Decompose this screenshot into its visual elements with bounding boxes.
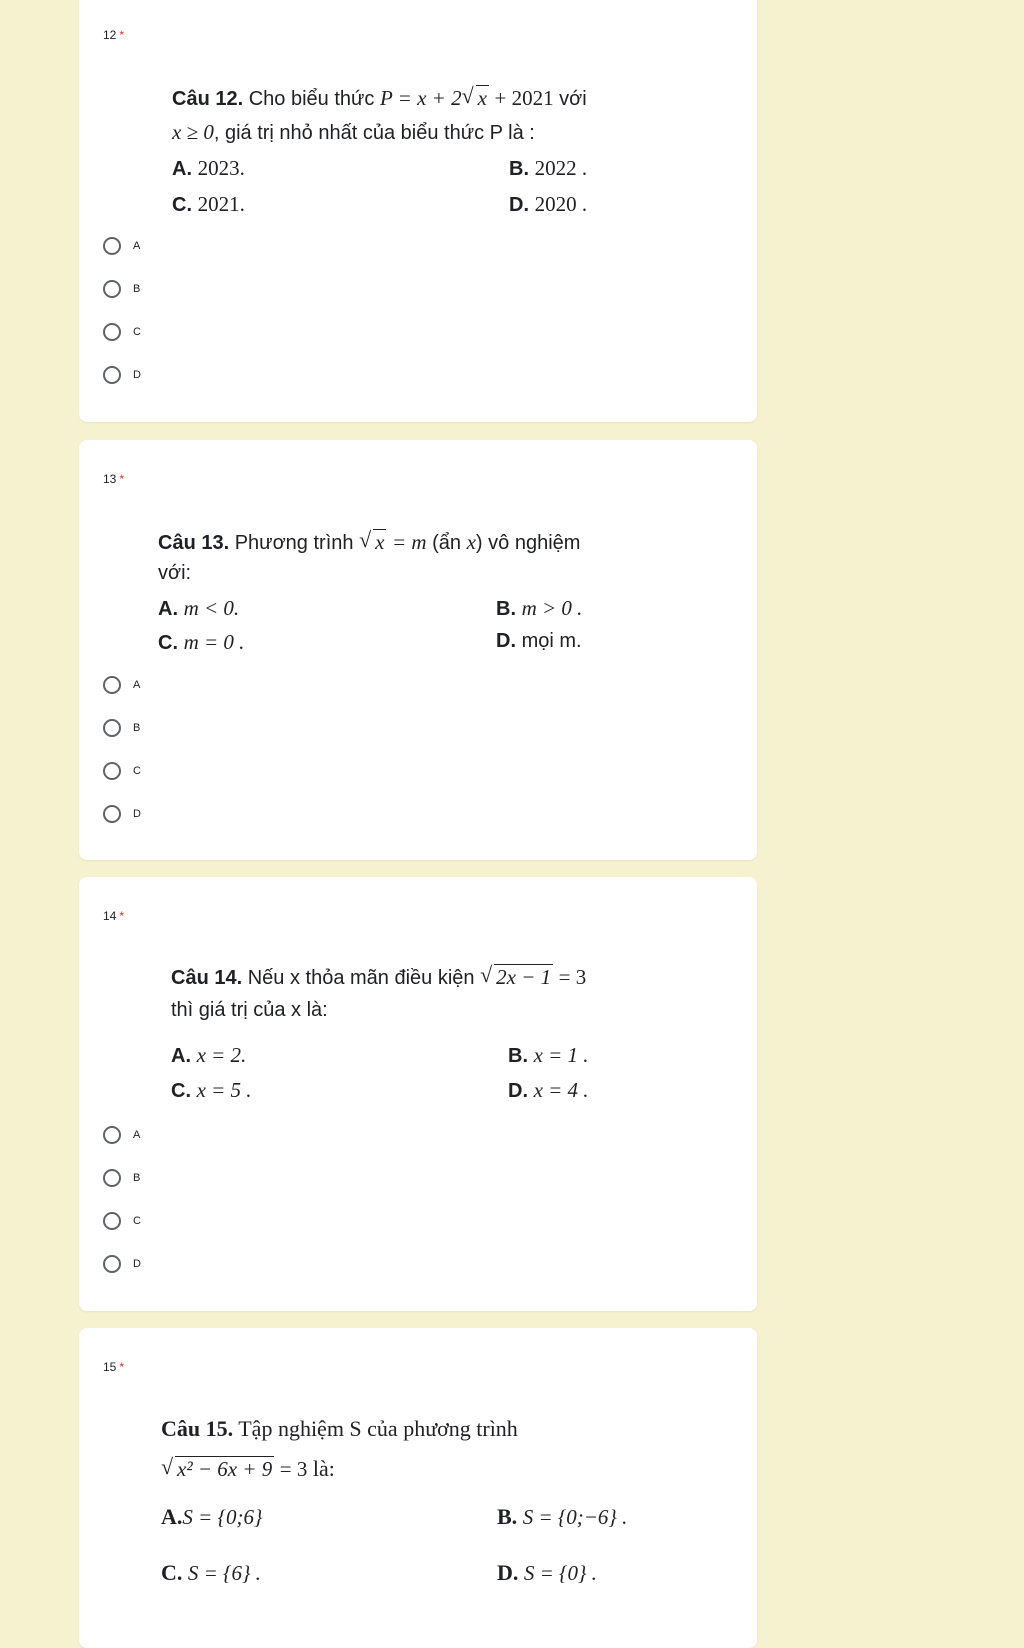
radio-button[interactable] xyxy=(103,1126,121,1144)
radio-button[interactable] xyxy=(103,237,121,255)
question-number: 15 * xyxy=(103,1360,125,1374)
question-card-14 xyxy=(79,877,757,1311)
question-stem: Câu 13. Phương trình √ x = m (ẩn x) vô nghiệm xyxy=(158,530,580,555)
choice-a[interactable]: A xyxy=(103,673,140,697)
answer-b: B. m > 0 . xyxy=(496,596,583,620)
question-stem-cont: thì giá trị của x là: xyxy=(171,999,328,1021)
answer-b: B. S = {0;−6} . xyxy=(497,1504,628,1529)
question-stem: Câu 15. Tập nghiệm S của phương trình xyxy=(161,1416,518,1441)
choice-b[interactable]: B xyxy=(103,1166,140,1190)
answer-c: C. S = {6} . xyxy=(161,1560,261,1585)
answer-c: C. 2021. xyxy=(172,192,245,216)
question-stem-cont: x ≥ 0, giá trị nhỏ nhất của biểu thức P là : xyxy=(172,120,535,144)
radio-button[interactable] xyxy=(103,762,121,780)
question-number: 12 * xyxy=(103,28,125,42)
choice-d[interactable]: D xyxy=(103,802,141,826)
answer-d: D. 2020 . xyxy=(509,192,588,216)
answer-d: D. x = 4 . xyxy=(508,1078,589,1102)
radio-button[interactable] xyxy=(103,719,121,737)
question-stem: Câu 14. Nếu x thỏa mãn điều kiện √ 2x − 1 = 3 xyxy=(171,965,586,990)
choice-b[interactable]: B xyxy=(103,277,140,301)
choice-d[interactable]: D xyxy=(103,1252,141,1276)
choice-b[interactable]: B xyxy=(103,716,140,740)
choice-a[interactable]: A xyxy=(103,1123,140,1147)
answer-b: B. 2022 . xyxy=(509,156,588,180)
radio-button[interactable] xyxy=(103,366,121,384)
choice-d[interactable]: D xyxy=(103,363,141,387)
question-stem: Câu 12. Cho biểu thức P = x + 2√ x + 2021 với xyxy=(172,86,587,111)
choice-c[interactable]: C xyxy=(103,320,141,344)
answer-b: B. x = 1 . xyxy=(508,1043,589,1067)
answer-a: A. 2023. xyxy=(172,156,245,180)
required-mark: * xyxy=(119,472,125,486)
answer-d: D. mọi m. xyxy=(496,630,582,652)
radio-button[interactable] xyxy=(103,676,121,694)
required-mark: * xyxy=(119,1360,125,1374)
radio-button[interactable] xyxy=(103,1255,121,1273)
answer-c: C. m = 0 . xyxy=(158,630,245,654)
question-number: 14 * xyxy=(103,909,125,923)
choice-a[interactable]: A xyxy=(103,234,140,258)
question-stem-cont: với: xyxy=(158,562,192,584)
question-number: 13 * xyxy=(103,472,125,486)
question-card-12 xyxy=(79,0,757,422)
radio-button[interactable] xyxy=(103,805,121,823)
choice-c[interactable]: C xyxy=(103,1209,141,1233)
answer-a: A.S = {0;6} xyxy=(161,1504,263,1529)
radio-button[interactable] xyxy=(103,280,121,298)
radio-button[interactable] xyxy=(103,323,121,341)
question-card-15 xyxy=(79,1328,757,1648)
answer-d: D. S = {0} . xyxy=(497,1560,597,1585)
question-card-13 xyxy=(79,440,757,860)
radio-button[interactable] xyxy=(103,1169,121,1187)
required-mark: * xyxy=(119,909,125,923)
radio-button[interactable] xyxy=(103,1212,121,1230)
required-mark: * xyxy=(119,28,125,42)
answer-c: C. x = 5 . xyxy=(171,1078,252,1102)
choice-c[interactable]: C xyxy=(103,759,141,783)
answer-a: A. m < 0. xyxy=(158,596,240,620)
answer-a: A. x = 2. xyxy=(171,1043,247,1067)
question-stem-cont: √ x² − 6x + 9 = 3 là: xyxy=(161,1456,335,1482)
